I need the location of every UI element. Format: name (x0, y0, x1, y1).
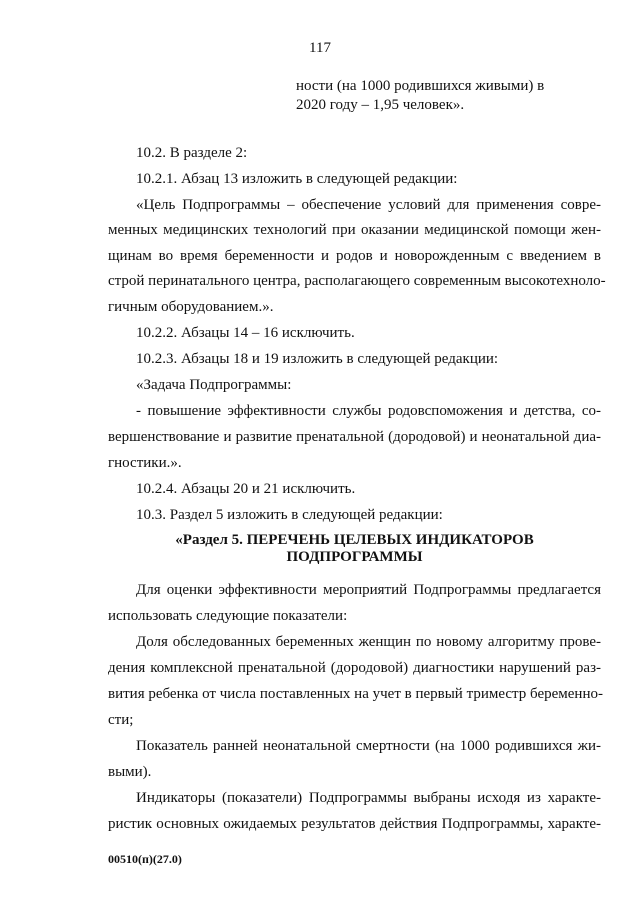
indicator-1-line: Доля обследованных беременных женщин по новому алгоритму прове- (136, 634, 601, 650)
closing-line: Индикаторы (показатели) Подпрограммы выбраны исходя из характе- (136, 790, 601, 806)
section-heading-line: «Раздел 5. ПЕРЕЧЕНЬ ЦЕЛЕВЫХ ИНДИКАТОРОВ (175, 532, 534, 548)
goal-text-line: строй перинатального центра, располагающего современным высокотехноло- (108, 273, 606, 289)
closing-line: ристик основных ожидаемых результатов действия Подпрограммы, характе- (108, 816, 601, 832)
continuation-line: 2020 году – 1,95 человек». (296, 97, 465, 113)
indicator-1-line: вития ребенка от числа поставленных на учет в первый триместр беременно- (108, 686, 603, 702)
task-heading: «Задача Подпрограммы: (136, 377, 292, 393)
indicator-1-line: дения комплексной пренатальной (дородовой) диагностики нарушений раз- (108, 660, 601, 676)
clause-10-2-1: 10.2.1. Абзац 13 изложить в следующей редакции: (136, 171, 458, 187)
clause-10-3: 10.3. Раздел 5 изложить в следующей редакции: (136, 507, 443, 523)
section-heading-line: ПОДПРОГРАММЫ (286, 549, 423, 565)
task-text-line: вершенствование и развитие пренатальной (дородовой) и неонатальной диа- (108, 429, 601, 445)
indicator-1-line: сти; (108, 712, 134, 728)
intro-line: Для оценки эффективности мероприятий Подпрограммы предлагается (136, 582, 601, 598)
goal-text-line: гичным оборудованием.». (108, 299, 274, 315)
clause-10-2-2: 10.2.2. Абзацы 14 – 16 исключить. (136, 325, 355, 341)
clause-10-2-4: 10.2.4. Абзацы 20 и 21 исключить. (136, 481, 356, 497)
continuation-line: ности (на 1000 родившихся живыми) в (296, 78, 545, 94)
indicator-2-line: Показатель ранней неонатальной смертности (на 1000 родившихся жи- (136, 738, 601, 754)
goal-text-line: «Цель Подпрограммы – обеспечение условий для применения совре- (136, 197, 601, 213)
goal-text-line: менных медицинских технологий при оказании медицинской помощи жен- (108, 222, 601, 238)
page-number: 117 (309, 40, 331, 56)
section-5-heading (108, 532, 601, 566)
intro-line: использовать следующие показатели: (108, 608, 348, 624)
clause-10-2: 10.2. В разделе 2: (136, 145, 248, 161)
footer-code: 00510(п)(27.0) (108, 852, 182, 866)
continuation-text (296, 77, 596, 115)
clause-10-2-3: 10.2.3. Абзацы 18 и 19 изложить в следующей редакции: (136, 351, 499, 367)
task-text-line: гностики.». (108, 455, 182, 471)
task-text-line: - повышение эффективности службы родовспоможения и детства, со- (136, 403, 601, 419)
indicator-2-line: выми). (108, 764, 152, 780)
goal-text-line: щинам во время беременности и родов и новорожденным с введением в (108, 248, 601, 264)
